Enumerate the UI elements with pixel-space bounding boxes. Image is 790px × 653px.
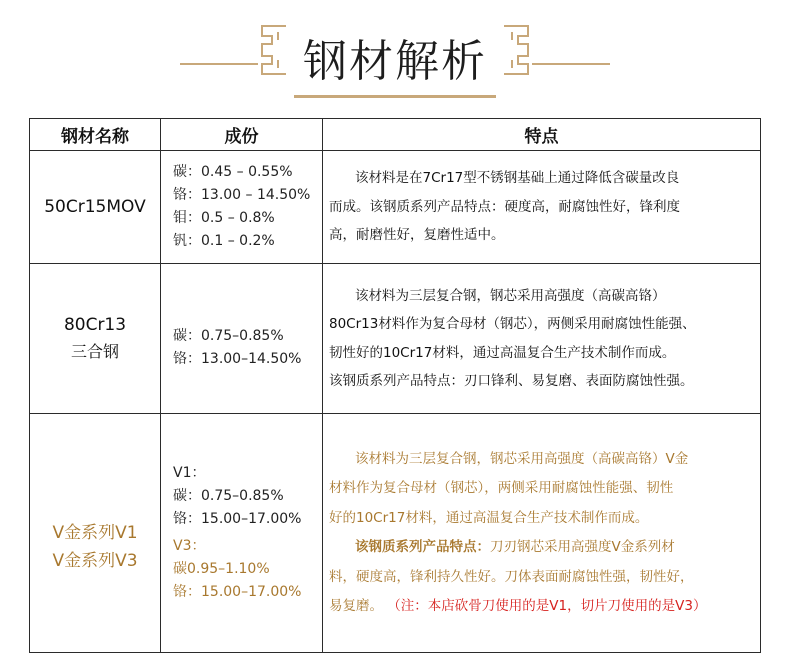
composition-cell [161, 151, 323, 264]
feature-line: 易复磨。 （注：本店砍骨刀使用的是V1，切片刀使用的是V3） [329, 598, 707, 614]
feature-line: 料，硬度高，锋利持久性好。刀体表面耐腐蚀性强，韧性好， [329, 568, 694, 585]
composition-line: 钼：0.5 – 0.8% [173, 210, 275, 226]
features-heading: 该钢质系列产品特点： [355, 539, 490, 555]
fret-ornament-left-icon [258, 22, 288, 78]
steel-name-cell [30, 264, 161, 414]
features-cell [323, 414, 761, 653]
steel-name: 80Cr13 [63, 315, 127, 335]
composition-line: 铬：15.00–17.00% [173, 511, 302, 527]
table-row [30, 264, 761, 414]
steel-spec-table [29, 118, 761, 653]
composition-line: 碳：0.75–0.85% [173, 488, 284, 504]
steel-name-sub: 三合钢 [70, 342, 119, 361]
v3-label: V3： [173, 538, 206, 554]
feature-line: 该钢质系列产品特点：刀刃钢芯采用高强度V金系列材 [355, 539, 675, 555]
feature-line: 而成。该钢质系列产品特点：硬度高，耐腐蚀性好，锋利度 [329, 198, 680, 215]
page-title: 钢材解析 [288, 30, 502, 94]
steel-name-cell [30, 414, 161, 653]
header-steel-name: 钢材名称 [30, 119, 161, 151]
feature-line: 该材料为三层复合钢，钢芯采用高强度（高碳高铬）V金 [355, 450, 689, 467]
feature-line: 该材料是在7Cr17型不锈钢基础上通过降低含碳量改良 [355, 170, 680, 187]
steel-name: 50Cr15MOV [30, 151, 161, 264]
usage-note: （注：本店砍骨刀使用的是V1，切片刀使用的是V3） [387, 598, 707, 614]
composition-line: 钒：0.1 – 0.2% [173, 233, 275, 249]
fret-ornament-right-icon [502, 22, 532, 78]
features-cell [323, 151, 761, 264]
feature-line: 材料作为复合母材（钢芯），两侧采用耐腐蚀性能强、韧性 [329, 480, 674, 496]
table-header-row [30, 119, 761, 151]
feature-line: 80Cr13材料作为复合母材（钢芯），两侧采用耐腐蚀性能强、 [329, 316, 696, 332]
feature-line: 好的10Cr17材料，通过高温复合生产技术制作而成。 [329, 509, 649, 526]
steel-name: V金系列V3 [52, 551, 138, 571]
feature-line: 韧性好的10Cr17材料，通过高温复合生产技术制作而成。 [329, 344, 676, 361]
title-banner [0, 0, 790, 118]
v1-label: V1： [173, 465, 206, 481]
composition-line: 碳：0.75–0.85% [173, 327, 284, 344]
header-composition: 成份 [161, 119, 323, 151]
composition-line: 铬：13.00 – 14.50% [173, 187, 311, 203]
composition-line: 碳：0.45 – 0.55% [173, 164, 293, 180]
table-row [30, 151, 761, 264]
steel-name: V金系列V1 [52, 523, 138, 543]
header-features: 特点 [323, 119, 761, 151]
composition-line: 铬：13.00–14.50% [173, 350, 302, 367]
composition-line: 铬：15.00–17.00% [173, 584, 302, 600]
title-decor-line-right [532, 63, 610, 65]
features-cell [323, 264, 761, 414]
feature-line: 高，耐磨性好，复磨性适中。 [329, 227, 505, 244]
feature-line: 该材料为三层复合钢，钢芯采用高强度（高碳高铬） [355, 287, 666, 304]
composition-line: 碳0.95–1.10% [173, 561, 270, 577]
composition-cell [161, 264, 323, 414]
feature-line: 该钢质系列产品特点：刃口锋利、易复磨、表面防腐蚀性强。 [329, 373, 694, 389]
composition-cell [161, 414, 323, 653]
table-row [30, 414, 761, 653]
title-decor-line-left [180, 63, 258, 65]
